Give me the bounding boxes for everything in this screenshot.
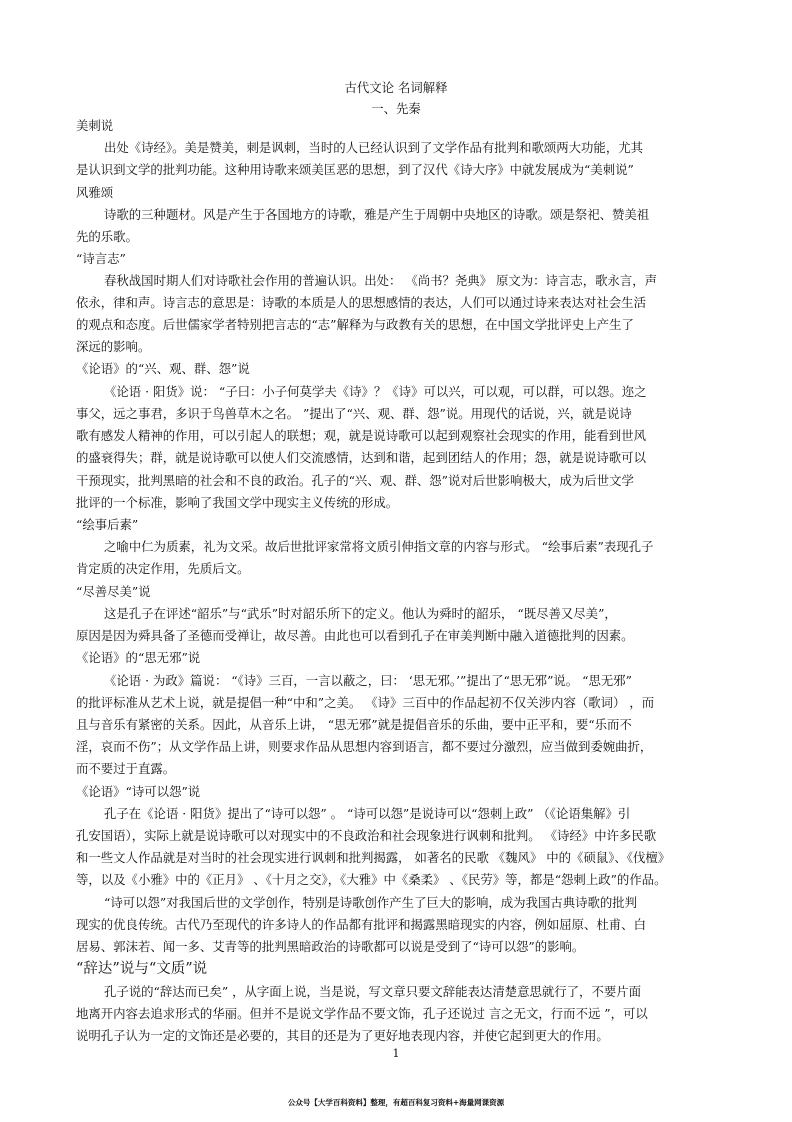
term-heading: “尽善尽美”说 <box>76 584 151 599</box>
term-heading: 风雅颂 <box>76 185 114 200</box>
paragraph-line: 淫，哀而不伤”；从文学作品上讲，则要求作品从思想内容到语言，都不要过分激烈，应当做到委婉曲折， <box>76 739 653 754</box>
section-heading: 一、先秦 <box>371 101 421 116</box>
paragraph-line: 依永，律和声。诗言志的意思是：诗歌的本质是人的思想感情的表达，人们可以通过诗来表达对社会生活 <box>76 295 646 310</box>
paragraph-line: 和一些文人作品就是对当时的社会现实进行讽刺和批判揭露， 如著名的民歌 《魏风》 中的《硕鼠》、《伐檀》 <box>76 850 671 865</box>
paragraph-line: 的批评标准从艺术上说，就是提倡一种“中和”之美。 《诗》三百中的作品起初不仅关涉内容（歌词） ，而 <box>76 695 655 710</box>
page-footer: 公众号【大学百科资料】整理，有超百科复习资料+海量网课资源 <box>287 1098 505 1107</box>
paragraph-line: 《论语 · 为政》篇说： “《诗》三百，一言以蔽之，曰： ‘思无邪。’”提出了“思无邪”说。 “思无邪” <box>104 673 632 688</box>
page-number: 1 <box>392 1047 400 1060</box>
paragraph-line: 现实的优良传统。古代乃至现代的许多诗人的作品都有批评和揭露黑暗现实的内容，例如屈原、杜甫、白 <box>76 917 646 932</box>
paragraph-line: 春秋战国时期人们对诗歌社会作用的普遍认识。出处： 《尚书？尧典》 原文为：诗言志，歌永言，声 <box>104 273 658 288</box>
paragraph-line: 原因是因为舜具备了圣德而受禅让，故尽善。由此也可以看到孔子在审美判断中融入道德批判的因素。 <box>76 628 634 643</box>
paragraph-line: 《论语 · 阳货》说： “子曰：小子何莫学夫《诗》？《诗》可以兴，可以观，可以群，可以怨。迩之 <box>104 384 647 399</box>
term-heading: 美刺说 <box>76 118 114 133</box>
paragraph-line: 出处《诗经》。美是赞美，刺是讽刺，当时的人已经认识到了文学作品有批判和歌颂两大功能，尤其 <box>104 140 643 155</box>
term-heading: 《论语》的“兴、观、群、怨”说 <box>76 361 250 376</box>
paragraph-line: 这是孔子在评述“韶乐”与“武乐”时对韶乐所下的定义。他认为舜时的韶乐， “既尽善又尽美”， <box>104 606 617 621</box>
term-heading: 《论语》“诗可以怨”说 <box>76 784 201 799</box>
term-heading: “绘事后素” <box>76 517 139 532</box>
paragraph-line: 孔子在《论语 · 阳货》提出了“诗可以怨” 。 “诗可以怨”是说诗可以“怨刺上政” （《论语集解》引 <box>104 806 631 821</box>
term-heading: “诗言志” <box>76 251 126 266</box>
paragraph-line: 孔子说的“辞达而已矣” ，从字面上说，当是说，写文章只要文辞能表达清楚意思就行了，不要片面 <box>104 984 642 999</box>
paragraph-line: 是认识到文学的批判功能。这种用诗歌来颂美匡恶的思想，到了汉代《诗大序》中就发展成为“美刺说” <box>76 162 634 177</box>
paragraph-line: 且与音乐有紧密的关系。因此，从音乐上讲， “思无邪”就是提倡音乐的乐曲，要中正平和，要“乐而不 <box>76 717 632 732</box>
paragraph-line: 干预现实，批判黑暗的社会和不良的政治。孔子的“兴、观、群、怨”说对后世影响极大，成为后世文学 <box>76 473 634 488</box>
term-heading: “辞达”说与“文质”说 <box>76 961 208 977</box>
paragraph-line: 的观点和态度。后世儒家学者特别把言志的“志”解释为与政教有关的思想，在中国文学批评史上产生了 <box>76 317 634 332</box>
paragraph-line: 深远的影响。 <box>76 339 151 354</box>
paragraph-line: 诗歌的三种题材。风是产生于各国地方的诗歌，雅是产生于周朝中央地区的诗歌。颂是祭祀、赞美祖 <box>104 207 650 222</box>
paragraph-line: “诗可以怨”对我国后世的文学创作，特别是诗歌创作产生了巨大的影响，成为我国古典诗歌的批判 <box>104 895 638 910</box>
paragraph-line: 之喻中仁为质素，礼为文采。故后世批评家常将文质引伸指文章的内容与形式。 “绘事后素”表现孔子 <box>104 539 654 554</box>
paragraph-line: 等，以及《小雅》中的《正月》 、《十月之交》，《大雅》中《桑柔》 、《民劳》等，都是“怨刺上政”的作品。 <box>76 872 667 887</box>
paragraph-line: 地离开内容去追求形式的华丽。但并不是说文学作品不要文饰，孔子还说过 言之无文，行而不远 ”，可以 <box>76 1006 648 1021</box>
paragraph-line: 肯定质的决定作用，先质后文。 <box>76 561 250 576</box>
document-title: 古代文论 名词解释 <box>344 80 448 95</box>
paragraph-line: 的盛衰得失；群，就是说诗歌可以使人们交流感情，达到和谐，起到团结人的作用；怨，就是说诗歌可以 <box>76 450 646 465</box>
paragraph-line: 而不要过于直露。 <box>76 761 176 776</box>
paragraph-line: 说明孔子认为一定的文饰还是必要的，其目的还是为了更好地表现内容，并使它起到更大的作用。 <box>76 1028 609 1043</box>
paragraph-line: 歌有感发人精神的作用，可以引起人的联想；观，就是说诗歌可以起到观察社会现实的作用，能看到世风 <box>76 428 646 443</box>
paragraph-line: 先的乐歌。 <box>76 229 138 244</box>
paragraph-line: 批评的一个标准，影响了我国文学中现实主义传统的形成。 <box>76 495 399 510</box>
paragraph-line: 事父，远之事君，多识于鸟兽草木之名。 ”提出了“兴、观、群、怨”说。用现代的话说，兴，就是说诗 <box>76 406 632 421</box>
paragraph-line: 孔安国语），实际上就是说诗歌可以对现实中的不良政治和社会现象进行讽刺和批判。 《诗经》中许多民歌 <box>76 828 657 843</box>
paragraph-line: 居易、郭沫若、闻一多、艾青等的批判黑暗政治的诗歌都可以说是受到了“诗可以怨”的影响。 <box>76 939 585 954</box>
term-heading: 《论语》的“思无邪”说 <box>76 650 201 665</box>
